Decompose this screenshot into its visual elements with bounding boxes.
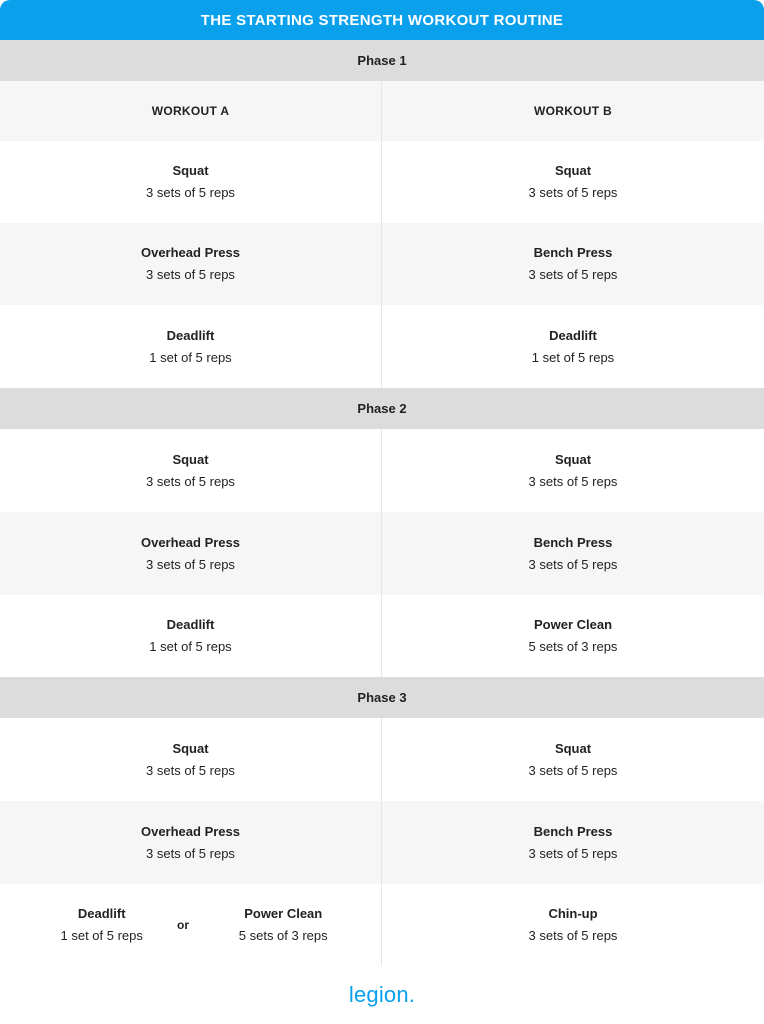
phase-1-header: Phase 1 [0,40,764,81]
exercise-detail: 1 set of 5 reps [149,639,232,654]
exercise-name: Bench Press [533,245,613,260]
exercise-detail: 5 sets of 3 reps [528,639,618,654]
exercise-cell [382,429,764,512]
exercise-name: Squat [172,740,209,756]
exercise-name: Deadlift [166,327,215,343]
exercise-detail: 1 set of 5 reps [531,349,615,365]
exercise-detail: 5 sets of 3 reps [238,928,328,943]
exercise-name: Bench Press [533,823,613,839]
table-row [0,718,764,801]
exercise-cell [382,801,764,884]
exercise-name: Deadlift [77,906,126,921]
exercise-cell [0,801,382,884]
exercise-detail: 3 sets of 5 reps [528,928,618,943]
exercise-name: Squat [554,163,592,178]
exercise-detail: 3 sets of 5 reps [146,556,235,572]
workout-b-column [382,81,764,141]
exercise-detail: 3 sets of 5 reps [146,185,235,200]
exercise-name: Deadlift [166,617,215,632]
table-row [0,223,764,305]
brand-logo [0,966,764,1024]
exercise-detail: 3 sets of 5 reps [146,845,235,861]
exercise-detail: 3 sets of 5 reps [528,845,618,861]
exercise-cell [0,512,382,595]
exercise-name: Squat [554,740,592,756]
exercise-detail: 1 set of 5 reps [60,928,143,943]
or-separator: or [177,918,189,932]
exercise-name: Bench Press [533,534,613,550]
exercise-cell [0,141,382,223]
table-title: THE STARTING STRENGTH WORKOUT ROUTINE [0,0,764,40]
exercise-choice-cell [0,884,382,966]
exercise-name: Chin-up [548,906,598,921]
phase-2-header: Phase 2 [0,388,764,429]
exercise-detail: 3 sets of 5 reps [146,473,235,489]
exercise-detail: 3 sets of 5 reps [146,762,235,778]
workout-a-column [0,81,382,141]
exercise-name: Squat [172,451,209,467]
workout-b-heading: WORKOUT B [533,104,613,118]
brand-dot: . [408,982,416,1007]
table-row [0,429,764,512]
exercise-name: Power Clean [244,906,323,921]
exercise-detail: 3 sets of 5 reps [528,556,618,572]
exercise-detail: 3 sets of 5 reps [528,267,618,282]
phase-3-header: Phase 3 [0,677,764,718]
exercise-cell [382,718,764,801]
workout-a-heading: WORKOUT A [151,104,230,118]
table-row [0,512,764,595]
exercise-cell [0,429,382,512]
exercise-option [0,903,203,947]
exercise-cell [0,223,382,305]
exercise-option [203,903,381,947]
exercise-detail: 1 set of 5 reps [149,349,232,365]
exercise-cell [382,305,764,388]
exercise-detail: 3 sets of 5 reps [528,762,618,778]
exercise-detail: 3 sets of 5 reps [528,185,618,200]
table-row [0,801,764,884]
exercise-name: Overhead Press [140,534,240,550]
exercise-name: Squat [554,451,592,467]
exercise-cell [382,512,764,595]
exercise-cell [382,595,764,677]
column-headers [0,81,764,141]
exercise-name: Deadlift [549,327,597,343]
exercise-cell [382,884,764,966]
exercise-cell [382,141,764,223]
exercise-name: Power Clean [533,617,613,632]
exercise-name: Overhead Press [140,245,240,260]
exercise-detail: 3 sets of 5 reps [146,267,235,282]
table-row [0,884,764,966]
exercise-name: Squat [172,163,209,178]
table-row [0,305,764,388]
table-row [0,595,764,677]
table-row [0,141,764,223]
exercise-cell [0,595,382,677]
exercise-detail: 3 sets of 5 reps [528,473,618,489]
brand-name: legion [348,982,409,1007]
exercise-cell [0,718,382,801]
exercise-name: Overhead Press [140,823,240,839]
exercise-cell [0,305,382,388]
exercise-cell [382,223,764,305]
